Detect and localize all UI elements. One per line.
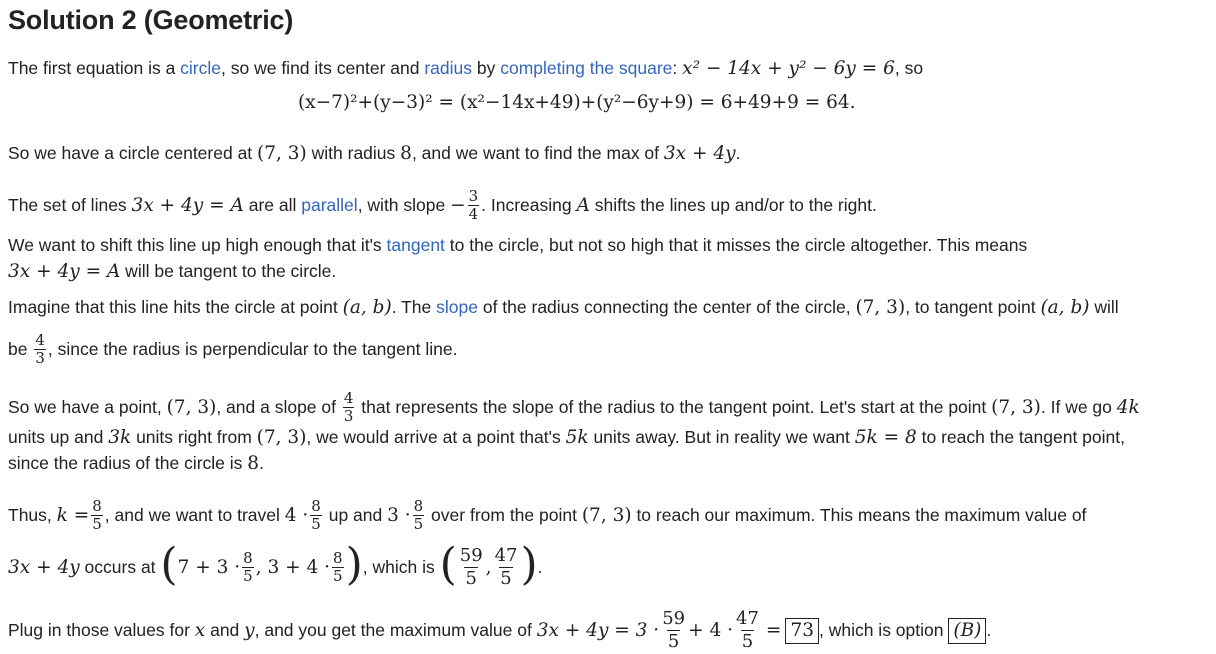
math-y: y <box>244 620 255 642</box>
text: , so <box>894 58 924 78</box>
denominator: 3 <box>343 407 354 425</box>
left-paren: ( <box>160 538 178 590</box>
math-3k: 3k <box>108 427 132 448</box>
math-minus: − <box>450 195 466 217</box>
paragraph-travel-cont-2 <box>8 452 264 475</box>
text: units right from <box>131 427 257 447</box>
numerator: 59 <box>662 608 686 629</box>
denominator: 5 <box>500 568 512 589</box>
denominator: 5 <box>667 631 680 652</box>
text: Plug in those values for <box>8 620 195 641</box>
paragraph-first-equation <box>8 57 923 80</box>
link-radius[interactable]: radius <box>424 58 472 78</box>
math-center: (7, 3) <box>257 143 307 164</box>
math-x-expr: 7 + 3 · <box>177 557 241 579</box>
paragraph-parallel-lines <box>8 189 877 224</box>
text: will be tangent to the circle. <box>120 261 337 281</box>
link-circle[interactable]: circle <box>180 58 222 78</box>
denominator: 5 <box>741 631 754 652</box>
text: . <box>986 620 992 641</box>
link-tangent[interactable]: tangent <box>386 235 445 255</box>
numerator: 3 <box>468 187 479 205</box>
text: , and we want to travel <box>104 505 285 526</box>
math-5k-eq-8: 5k = 8 <box>854 427 917 448</box>
fraction-8-5 <box>310 498 322 533</box>
text: . If we go <box>1040 397 1117 418</box>
text: , which is <box>362 557 440 578</box>
right-paren: ) <box>345 538 363 590</box>
text: over from the point <box>426 505 582 526</box>
fraction-59-5 <box>459 545 484 590</box>
text: . Increasing <box>481 195 577 216</box>
text: We want to shift this line up high enough that it's <box>8 235 387 255</box>
math-3-times: 3 · <box>387 505 411 527</box>
text: , since the radius is perpendicular to the tangent line. <box>47 339 458 360</box>
math-5k: 5k <box>565 427 589 448</box>
math-objective: 3x + 4y <box>8 557 80 579</box>
math-equals: = <box>765 620 782 642</box>
math-4-times: 4 · <box>284 505 309 527</box>
math-objective-eq: 3x + 4y = 3 · <box>536 620 660 642</box>
paragraph-thus-k <box>8 499 1086 534</box>
denominator: 5 <box>92 515 102 533</box>
fraction-8-5 <box>413 498 425 533</box>
text: . <box>537 557 543 578</box>
text: Imagine that this line hits the circle at point <box>8 297 343 317</box>
text: by <box>472 58 501 78</box>
text: be <box>8 339 33 360</box>
paragraph-travel-along-radius <box>8 391 1140 426</box>
math-center: (7, 3) <box>855 297 906 318</box>
math-tangent-line: 3x + 4y = A <box>8 261 121 282</box>
numerator: 47 <box>494 545 518 566</box>
text: and <box>205 620 245 641</box>
math-radius: 8 <box>247 453 260 474</box>
text: The first equation is a <box>8 58 181 78</box>
text: shifts the lines up and/or to the right. <box>589 195 877 216</box>
denominator: 3 <box>35 349 45 367</box>
numerator: 59 <box>459 545 483 566</box>
paragraph-radius-slope <box>8 296 1119 319</box>
text: , to tangent point <box>905 297 1041 317</box>
text: with radius <box>306 143 401 163</box>
text: , so we find its center and <box>221 58 425 78</box>
math-a: A <box>576 195 590 217</box>
numerator: 8 <box>333 549 343 567</box>
text: , which is option <box>818 620 949 641</box>
math-center: (7, 3) <box>166 397 217 419</box>
denominator: 5 <box>413 515 424 533</box>
fraction-8-5 <box>332 550 344 585</box>
math-radius: 8 <box>400 143 412 164</box>
fraction-radius-slope <box>34 332 46 367</box>
paragraph-circle-center <box>8 142 740 165</box>
text: to reach our maximum. This means the maximum value of <box>631 505 1087 526</box>
text: are all <box>243 195 302 216</box>
text: So we have a point, <box>8 397 167 418</box>
text: , and you get the maximum value of <box>254 620 537 641</box>
text: The set of lines <box>8 195 132 216</box>
denominator: 5 <box>243 567 253 585</box>
numerator: 8 <box>243 549 253 567</box>
fraction-59-5 <box>661 608 686 653</box>
math-4k: 4k <box>1116 397 1140 419</box>
boxed-answer: 73 <box>785 618 819 644</box>
numerator: 8 <box>92 497 102 515</box>
math-circle-equation: x² − 14x + y² − 6y = 6 <box>682 58 895 79</box>
math-objective: 3x + 4y <box>663 143 736 164</box>
text: up and <box>323 505 388 526</box>
math-plus-4-times: + 4 · <box>688 620 734 642</box>
text: occurs at <box>79 557 161 578</box>
math-point-ab: (a, b) <box>1040 297 1090 318</box>
denominator: 4 <box>468 205 479 223</box>
text: So we have a circle centered at <box>8 143 258 163</box>
fraction-47-5 <box>735 608 760 653</box>
boxed-option: (B) <box>948 618 986 644</box>
math-x: x <box>194 620 206 642</box>
math-point-ab: (a, b) <box>342 297 392 318</box>
denominator: 5 <box>311 515 321 533</box>
denominator: 5 <box>465 568 477 589</box>
text: that represents the slope of the radius to the tangent point. Let's start at the point <box>356 397 992 418</box>
comma: , <box>485 557 492 579</box>
fraction-slope <box>468 188 480 223</box>
numerator: 4 <box>343 389 354 407</box>
text: , and we want to find the max of <box>411 143 664 163</box>
text: : <box>672 58 683 78</box>
denominator: 5 <box>333 567 343 585</box>
text: to reach the tangent point, <box>916 427 1125 447</box>
paragraph-max-point <box>8 538 543 591</box>
text: units away. But in reality we want <box>588 427 855 447</box>
fraction-radius-slope <box>343 390 355 425</box>
text: . <box>259 453 264 473</box>
math-y-expr: , 3 + 4 · <box>255 557 331 579</box>
text: to the circle, but not so high that it misses the circle altogether. This means <box>444 235 1028 255</box>
display-equation-completed-square: (x−7)²+(y−3)² = (x²−14x+49)+(y²−6y+9) = 6+49+9 = 64. <box>298 92 856 113</box>
link-slope[interactable]: slope <box>436 297 478 317</box>
math-center: (7, 3) <box>581 505 632 527</box>
fraction-47-5 <box>494 545 519 590</box>
numerator: 47 <box>736 608 759 629</box>
text: , and a slope of <box>216 397 341 418</box>
text: of the radius connecting the center of the circle, <box>477 297 856 317</box>
text: , with slope <box>357 195 451 216</box>
paragraph-tangent-line-cont <box>8 260 336 283</box>
math-center: (7, 3) <box>991 397 1041 419</box>
numerator: 8 <box>413 497 424 515</box>
math-line-family: 3x + 4y = A <box>131 195 244 217</box>
fraction-k <box>91 498 103 533</box>
numerator: 4 <box>35 331 45 349</box>
fraction-8-5 <box>242 550 254 585</box>
paragraph-travel-cont <box>8 426 1125 449</box>
text: , we would arrive at a point that's <box>306 427 566 447</box>
numerator: 8 <box>311 497 321 515</box>
math-k-eq: k = <box>56 505 90 527</box>
solution-title: Solution 2 (Geometric) <box>8 5 294 35</box>
link-completing-the-square[interactable]: completing the square <box>500 58 673 78</box>
paragraph-radius-slope-cont <box>8 333 457 368</box>
paragraph-final-answer <box>8 609 991 654</box>
text: Thus, <box>8 505 57 526</box>
left-paren: ( <box>439 538 457 590</box>
right-paren: ) <box>520 538 538 590</box>
text: will <box>1089 297 1119 317</box>
paragraph-tangent-line <box>8 234 1027 256</box>
text: units up and <box>8 427 109 447</box>
text: since the radius of the circle is <box>8 453 248 473</box>
math-center: (7, 3) <box>256 427 307 448</box>
link-parallel[interactable]: parallel <box>301 195 358 216</box>
text: . The <box>391 297 437 317</box>
text: . <box>735 143 741 163</box>
